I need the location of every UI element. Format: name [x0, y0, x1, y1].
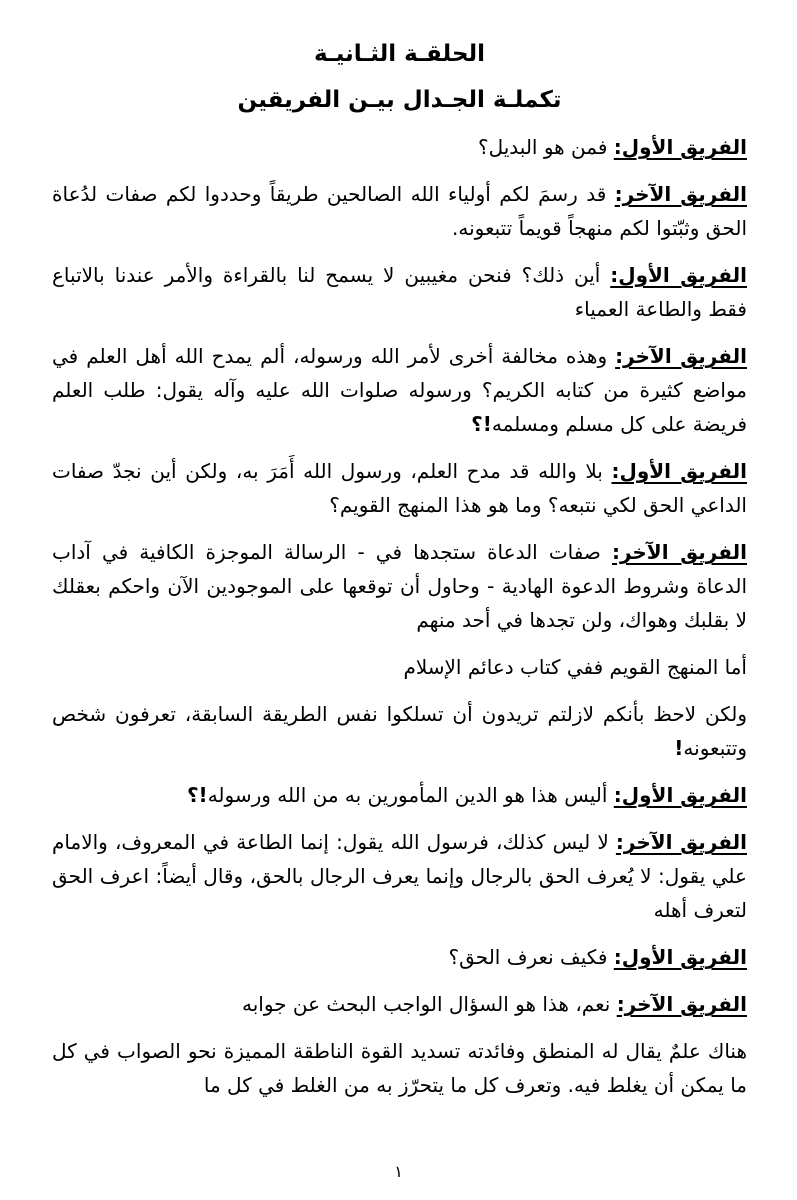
speaker-other-team: الفريق الآخر:: [616, 992, 747, 1016]
page-subtitle: تكملـة الجـدال بيـن الفريقين: [237, 87, 562, 113]
dialogue-paragraph: [52, 454, 747, 522]
dialogue-paragraph: [52, 825, 747, 927]
dialogue-paragraph: [52, 940, 747, 974]
paragraph-text: فكيف نعرف الحق؟: [448, 945, 614, 969]
page-number: ١: [394, 1162, 403, 1181]
speaker-first-team: الفريق الأول:: [613, 135, 747, 159]
page-title: الحلقـة الثـانيـة: [313, 41, 486, 67]
paragraph-text: قد رسمَ لكم أولياء الله الصالحين طريقاً وحددوا لكم صفات لدُعاة الحق وثبّتوا لكم منهجاً قويماً تتبعونه.: [52, 182, 747, 240]
dialogue-paragraph: [52, 130, 747, 164]
paragraph-text: أما المنهج القويم ففي كتاب دعائم الإسلام: [403, 655, 747, 679]
narrative-paragraph: [52, 697, 747, 765]
dialogue-paragraph: [52, 177, 747, 245]
paragraph-text: وهذه مخالفة أخرى لأمر الله ورسوله، ألم يمدح الله أهل العلم في مواضع كثيرة من كتابه الكريم؟ ورسوله صلوات الله عليه وآله يقول: طلب العلم فريضة على كل مسلم ومسلمه: [52, 344, 747, 436]
speaker-other-team: الفريق الآخر:: [615, 344, 747, 368]
dialogue-body: [52, 130, 747, 1102]
narrative-paragraph: [52, 1034, 747, 1102]
speaker-first-team: الفريق الأول:: [613, 783, 747, 807]
speaker-other-team: الفريق الآخر:: [615, 830, 747, 854]
narrative-paragraph: [52, 650, 747, 684]
speaker-first-team: الفريق الأول:: [613, 945, 747, 969]
paragraph-text: ولكن لاحظ بأنكم لازلتم تريدون أن تسلكوا نفس الطريقة السابقة، تعرفون شخص وتتبعونه: [52, 702, 747, 760]
speaker-other-team: الفريق الآخر:: [611, 540, 748, 564]
dialogue-paragraph: [52, 258, 747, 326]
paragraph-text: نعم، هذا هو السؤال الواجب البحث عن جوابه: [241, 992, 617, 1016]
paragraph-text: أليس هذا هو الدين المأمورين به من الله ورسوله: [207, 783, 614, 807]
dialogue-paragraph: [52, 987, 747, 1021]
speaker-other-team: الفريق الآخر:: [614, 182, 747, 206]
emphasis-punctuation: !؟: [471, 412, 492, 436]
paragraph-text: هناك علمٌ يقال له المنطق وفائدته تسديد القوة الناطقة المميزة نحو الصواب في كل ما يمكن أن يغلط فيه. وتعرف كل ما يتحرّز به من الغلط في كل ما: [52, 1039, 747, 1097]
dialogue-paragraph: [52, 339, 747, 441]
paragraph-text: لا ليس كذلك، فرسول الله يقول: إنما الطاعة في المعروف، والامام علي يقول: لا يُعرف الحق بالرجال وإنما يعرف الرجال بالحق، وقال أيضاً: اعرف الحق لتعرف أهله: [52, 830, 747, 922]
paragraph-text: فمن هو البديل؟: [477, 135, 614, 159]
paragraph-text: بلا والله قد مدح العلم، ورسول الله أَمَرَ به، ولكن أين نجدّ صفات الداعي الحق لكي نتبعه؟ وما هو هذا المنهج القويم؟: [52, 459, 747, 517]
emphasis-punctuation: !؟: [186, 783, 208, 807]
dialogue-paragraph: [52, 535, 747, 637]
dialogue-paragraph: [52, 778, 747, 812]
paragraph-text: صفات الدعاة ستجدها في - الرسالة الموجزة الكافية في آداب الدعاة وشروط الدعوة الهادية - وحاول أن توقعها على الموجودين الآن واحكم بعقلك لا بقلبك وهواك، ولن تجدها في أحد منهم: [52, 540, 747, 632]
paragraph-text: أين ذلك؟ فنحن مغيبين لا يسمح لنا بالقراءة والأمر عندنا بالاتباع فقط والطاعة العمياء: [52, 263, 747, 321]
speaker-first-team: الفريق الأول:: [611, 459, 748, 483]
emphasis-punctuation: !: [674, 736, 684, 760]
speaker-first-team: الفريق الأول:: [610, 263, 748, 287]
